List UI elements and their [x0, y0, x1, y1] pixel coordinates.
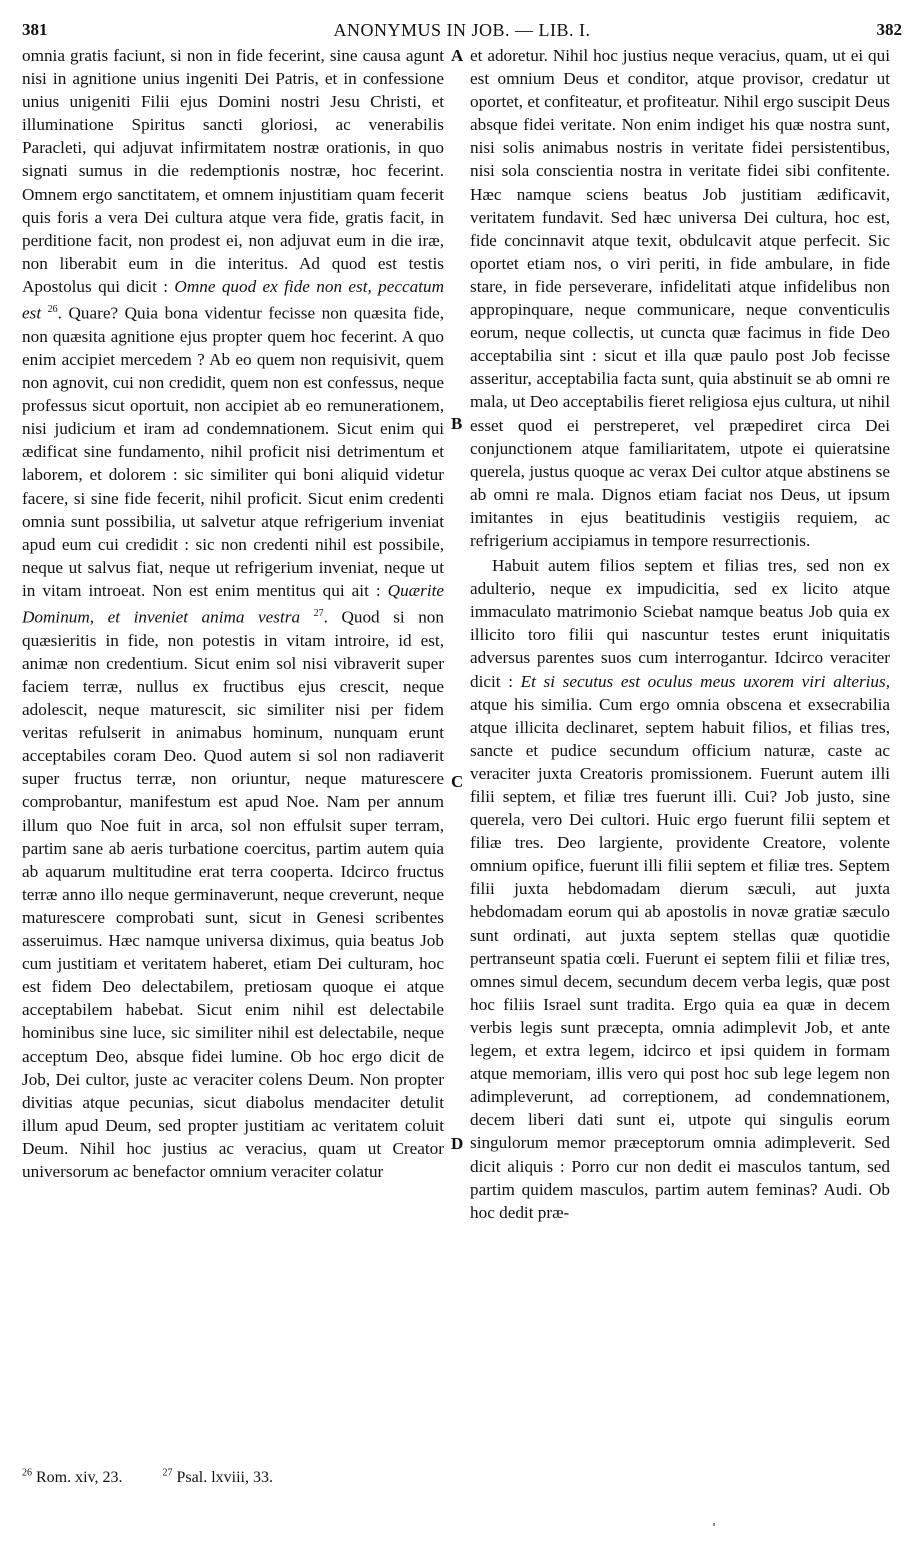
right-column: [470, 44, 890, 1224]
right-paragraph-2: [470, 554, 890, 1224]
margin-marker-c: C: [451, 772, 464, 791]
footnote-text-27: Psal. lxviii, 33.: [176, 1469, 273, 1487]
left-paragraph: [22, 44, 444, 1183]
scan-speck: [713, 1523, 715, 1526]
footnote-ref-26: 26: [47, 304, 58, 316]
margin-marker-a: A: [451, 46, 464, 65]
footnote-number-26: 26: [22, 1468, 32, 1479]
left-column: [22, 44, 444, 1183]
page-number-left: 381: [22, 20, 48, 39]
footnote-26: [22, 1469, 141, 1486]
footnotes: [22, 1468, 309, 1487]
footnote-number-27: 27: [162, 1468, 173, 1479]
margin-marker-b: B: [451, 414, 463, 433]
right-paragraph-1: et adoretur. Nihil hoc justius neque veracius, quam, ut ei qui est omnium Deus et conditor, atque provisor, credatur ut oportet, et confiteatur, et profiteatur. Nihil ergo suscipit Deus absque fidei veritate. Non enim indiget his quæ nostra sunt, nisi solis animabus nostris in veritate fidei persistentibus, nisi sola conscientia nostra in veritate fidei sibi confitente. Hæc namque sciens beatus Job justitiam ædificavit, veritatem fundavit. Sed hæc universa Dei cultura, hoc est, fide concinnavit atque texit, obdulcavit atque perfecit. Sic oportet etiam nos, o viri periti, in fide ambulare, in fide stare, in fide perseverare, infidelitati atque infidelibus non appropinquare, neque communicare, neque conventiculis eorum, neque collectis, ut cuncta quæ facimus in fide Deo acceptabilia sint : sicut et illa quæ paulo post Job fecisse asseritur, acceptabilia facta sunt, quia abstinuit se ab omni re mala, ut Deo acceptabilis fieret religiosa ejus cultura, ut nihil esset quod ei perstreperet, vel præpediret circa Dei conjunctionem atque familiaritatem, utpote ei quieratsine querela, justus quoque ac verax Dei cultor atque abstinens se ab omni re mala. Dignos etiam faciat nos Deus, ut ipsum imitantes in ejus beatitudinis vestigiis requiem, ac refrigerium accipiamus in tempore resurrectionis.: [470, 46, 890, 550]
footnote-27: [163, 1469, 291, 1486]
footnote-text-26: Rom. xiv, 23.: [36, 1469, 123, 1487]
running-title: ANONYMUS IN JOB. — LIB. I.: [333, 20, 591, 40]
left-text-1: omnia gratis faciunt, si non in fide fecerint, sine causa agunt nisi in agnitione unius ingeniti Dei Patris, et in confessione unius unigeniti Filii ejus Domini nostri Jesu Christi, et illuminatione Spiritus sancti gloriosi, ac venerabilis Paracleti, qui adjuvat infirmitatem nostræ orationis, in quo signati sumus in die redemptionis nostræ, hoc fecerint. Omnem ergo sanctitatem, et omnem injustitiam quam fecerit quis foris a vera Dei cultura atque vera fide, gratis facit, in perditione facit, non prodest ei, non adjuvat eum in die iræ, non liberabit eum in die interitus. Ad quod est testis Apostolus qui dicit :: [22, 46, 444, 296]
margin-marker-d: D: [451, 1134, 464, 1153]
left-text-2: . Quare? Quia bona videntur fecisse non quæsita fide, non quæsita agnitione ejus propter quem hoc fecerint. A quo enim accipiet mercedem ? Ab eo quem non requisivit, quem non agnovit, cui non credidit, quem non est confessus, neque professus sicut oportuit, non accipiet ab eo remunerationem, nisi judicium et iram ad condemnationem. Sicut enim qui ædificat sine fundamento, nihil proficit nisi detrimentum et laborem, et dolorem : sic similiter qui boni aliquid videtur facere, si sine fide fecerit, nihil proficit. Sicut enim credenti omnia sunt possibilia, ut salvetur atque refrigerium inveniat apud eum cui credidit : sic non credenti nihil est possibile, neque ut salvus fiat, neque ut refrigerium inveniat, neque ut in vitam introeat. Non est enim mentitus qui ait :: [22, 303, 445, 600]
quote-romans: Omne quod ex fide non est, peccatum est: [22, 276, 444, 323]
right-text-2b: atque his similia. Cum ergo omnia obscena et exsecrabilia atque illicita declinaret, septem habuit filios, et filias tres, sancte et pudice secundum officium naturæ, caste ac veraciter juxta Creatoris promissionem. Fuerunt autem illi filii septem, et filiæ tres fuerunt illi. Cui? Job justo, sine querela, vero Dei cultori. Huic ergo fuerunt filii septem et filiæ tres. Deo largiente, providente Creatore, volente omnium opifice, fuerunt illi filii septem et filiæ tres. Septem filii juxta hebdomadam dierum sæculi, aut juxta hebdomadam eorum qui ab apostolis in novæ gratiæ sæculo sunt ordinati, aut juxta septem stellas quæ quotidie pertranseunt spatia cœli. Fuerunt ei septem filii et filiæ tres, omnes simul decem, secundum decem verba legis, quæ post hoc filiis Israel sunt tradita. Ergo quia ea quæ in decem verbis legis sunt præcepta, omnia adimplevit Job, et ante legem, et extra legem, idcirco et ipsi quidem in formam atque memoriam, illis vero qui post hoc sub lege legem non adimpleverunt, ad correptionem, ad condemnationem, decem liberi dati sunt ei, utpote qui singulis eorum singulorum memor præceptorum omnia adimpleverit. Sed dicit aliquis : Porro cur non dedit ei masculos tantum, sed partim quidem masculos, partim autem feminas? Audi. Ob hoc dedit præ-: [470, 694, 890, 1222]
page-number-right: 382: [876, 20, 902, 39]
footnote-ref-27: 27: [313, 607, 324, 619]
quote-job: Et si secutus est oculus meus uxorem viri alterius,: [520, 671, 891, 691]
quote-psalm: Quærite Dominum, et inveniet anima vestra: [22, 580, 445, 627]
right-text-2a: Habuit autem filios septem et filias tres, sed non ex adulterio, neque ex impudicitia, sed ex licito atque immaculato matrimonio Sciebat namque beatus Job quia ex illicito toro filii qui nascuntur testes erunt iniquitatis adversus parentes suos cum interrogantur. Idcirco veraciter dicit :: [470, 556, 890, 691]
left-text-3: . Quod si non quæsieritis in fide, non potestis in vitam introire, id est, animæ non credentium. Sicut enim sol nisi vibraverit super faciem terræ, nullus ex fructibus ejus crescit, neque adolescit, neque maturescit, sic similiter nisi per fidem veritas refulserit in animabus hominum, nunquam erunt acceptabiles coram Deo. Quod autem si sol non radiaverit super fructus terræ, non oriuntur, neque maturescere comprobantur, manifestum est apud Noe. Nam per annum illum quo Noe fuit in arca, sol non effulsit super terram, partim sane ab aeris turbatione coercitus, partim autem quia ab aquarum multitudine erat terra cooperta. Idcirco fructus terræ anno illo neque germinaverunt, neque creverunt, neque maturescere comprobati sunt, sicut in Genesi scribentes asseruimus. Hæc namque universa diximus, quia beatus Job cum justitiam et veritatem haberet, etiam Dei culturam, hoc est fidem Deo delectabilem, pretiosam quoque ei atque acceptabilem habebat. Sicut enim nihil est delectabile hominibus sine luce, sic similiter nihil est delectabile, neque acceptum Deo, absque fidei lumine. Ob hoc ergo dicit de Job, Dei cultor, juste ac veraciter colens Deum. Non propter divitias atque pecunias, sicut diabolus mendaciter detulit illum apud Deum, sed propter justitiam ac veritatem coluit Deum. Nihil hoc justius ac veracius, quam ut Creator universorum ac benefactor omnium veraciter colatur: [22, 607, 444, 1181]
running-header: [22, 20, 902, 42]
